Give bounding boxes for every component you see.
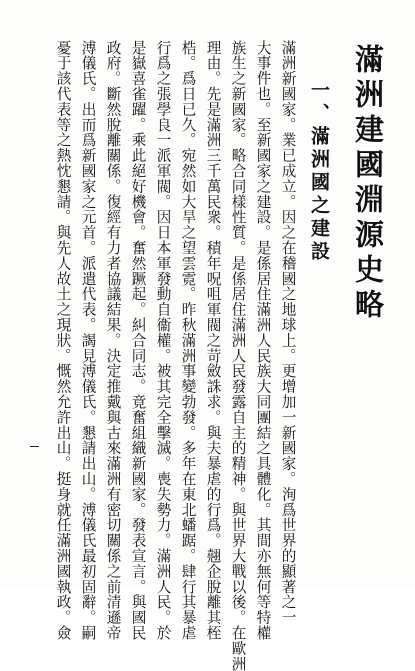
section-heading [309, 80, 328, 264]
text-column: 憂于該代表等之熱忱懇請。與先人故土之現狀。慨然允許出山。挺身就任滿洲國執政。僉 [54, 40, 72, 641]
text-column: 族生之新國家。略合同樣性質。是係居住滿洲人民發露自主的精神。與世界大戰以後。在歐洲 [229, 40, 247, 671]
document-title: 滿洲建國淵源史略 [351, 44, 385, 324]
text-column: 行爲之張學良一派軍閥。因日本軍發動自衞權。被其完全擊滅。喪失勢力。滿洲人民。於 [154, 40, 172, 641]
text-column: 大事件也。至新國家之建設。是係居住滿洲人民族大同團結之具體化。其間亦無何等特權 [254, 40, 272, 641]
text-column: 理由。先是滿洲三千萬民衆。積年呪咀軍閥之苛斂誅求。與夫暴虐的行爲。翹企脫離其桎 [204, 40, 222, 641]
margin-mark [30, 446, 39, 447]
text-column: 梏。爲日已久。宛然如大旱之望雲霓。昨秋滿洲事變勃發。多年在東北蟠踞。肆行其暴虐 [179, 40, 197, 641]
text-column: 溥儀氏。出而爲新國家之元首。派遣代表。謁見溥儀氏。懇請出山。溥儀氏最初固辭。嗣 [79, 40, 97, 641]
section-number: 一、 [308, 80, 330, 126]
section-title: 滿洲國之建設 [308, 126, 330, 264]
text-column: 是嶽喜雀躍。乘此絕好機會。奮然蹶起。糾合同志。竟奮組織新國家。發表宣言。與國民 [129, 40, 147, 641]
text-column: 政府。斷然脫離關係。復經有力者協議結果。決定推戴與古來滿洲有密切關係之前清遜帝 [104, 40, 122, 641]
text-column: 滿洲新國家。業已成立。因之在稽國之地球上。更增加一新國家。洵爲世界的顯著之一 [279, 40, 297, 626]
